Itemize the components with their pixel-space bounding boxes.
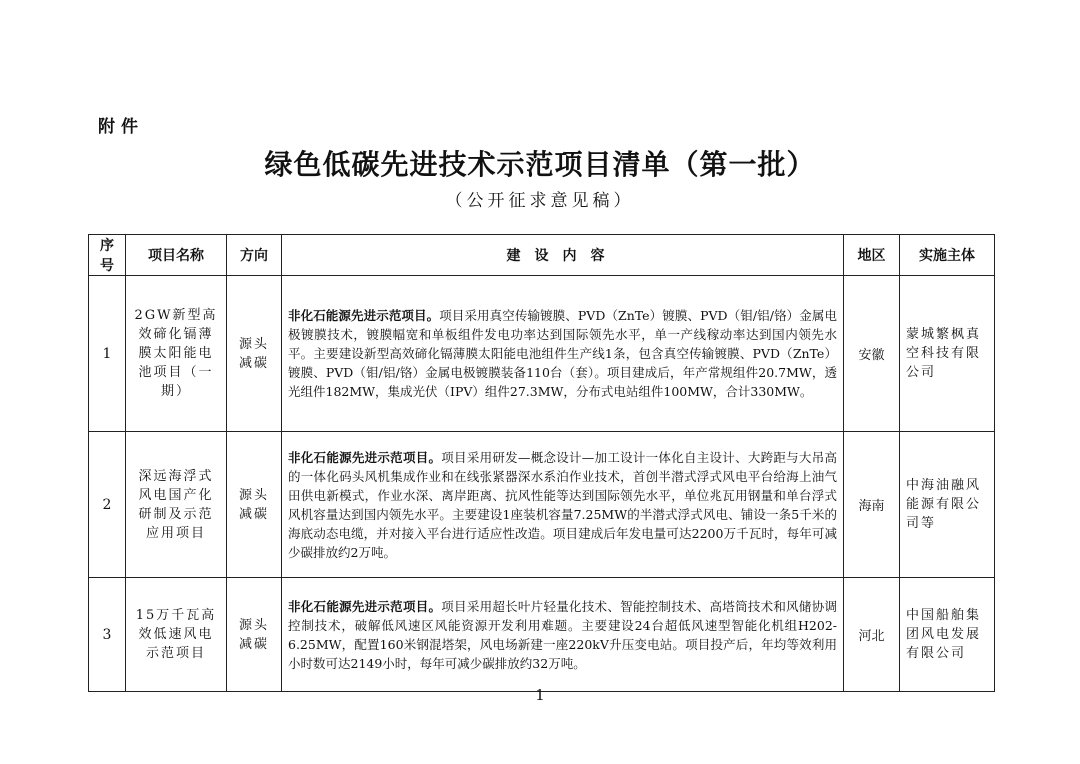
project-organization: 中海油融风能源有限公司等	[900, 432, 995, 578]
table-row	[89, 578, 995, 692]
content-body: 项目采用研发—概念设计—加工设计一体化自主设计、大跨距与大吊高的一体化码头风机集成作业和在线张紧器深水系泊作业技术，首创半潜式浮式风电平台给海上油气田供电新模式，作业水深、离岸距离、抗风性能等达到国际领先水平，单位兆瓦用钢量和单台浮式风机容量达到国内领先水平。主要建设1座装机容量7.25MW的半潜式浮式风电、铺设一条5千米的海底动态电缆，并对接入平台进行适应性改造。项目建成后年发电量可达2200万千瓦时，每年可减少碳排放约2万吨。	[288, 449, 837, 560]
table-row	[89, 432, 995, 578]
project-direction: 源头减碳	[227, 432, 282, 578]
project-region: 河北	[844, 578, 900, 692]
content-body: 项目采用真空传输镀膜、PVD（ZnTe）镀膜、PVD（钼/铝/铬）金属电极镀膜技术，镀膜幅宽和单板组件发电功率达到国际领先水平，单一产线稼动率达到国内领先水平。主要建设新型高效碲化镉薄膜太阳能电池组件生产线1条，包含真空传输镀膜、PVD（ZnTe）镀膜、PVD（钼/铝/铬）金属电极镀膜装备110台（套）。项目建成后，年产常规组件20.7MW，透光组件182MW，集成光伏（IPV）组件27.3MW，分布式电站组件100MW，合计330MW。	[288, 308, 837, 399]
table-header-row	[89, 235, 995, 276]
content-lead: 非化石能源先进示范项目。	[288, 598, 442, 614]
header-direction: 方向	[227, 235, 282, 276]
header-project-name: 项目名称	[126, 235, 227, 276]
header-index: 序号	[89, 235, 126, 276]
document-title: 绿色低碳先进技术示范项目清单（第一批）	[264, 148, 816, 181]
project-organization: 中国船舶集团风电发展有限公司	[900, 578, 995, 692]
project-list-table	[88, 234, 995, 692]
header-region: 地区	[844, 235, 900, 276]
row-index: 3	[89, 578, 126, 692]
content-lead: 非化石能源先进示范项目。	[288, 449, 442, 465]
project-name: 深远海浮式风电国产化研制及示范应用项目	[126, 432, 227, 578]
header-content: 建设内容	[282, 235, 844, 276]
project-direction: 源头减碳	[227, 276, 282, 432]
project-name: 2GW新型高效碲化镉薄膜太阳能电池项目（一期）	[126, 276, 227, 432]
project-region: 安徽	[844, 276, 900, 432]
header-organization: 实施主体	[900, 235, 995, 276]
project-direction: 源头减碳	[227, 578, 282, 692]
project-name: 15万千瓦高效低速风电示范项目	[126, 578, 227, 692]
project-content	[282, 276, 844, 432]
page-number: 1	[535, 686, 545, 704]
project-region: 海南	[844, 432, 900, 578]
content-lead: 非化石能源先进示范项目。	[288, 308, 440, 323]
table-row	[89, 276, 995, 432]
row-index: 2	[89, 432, 126, 578]
content-body: 项目采用超长叶片轻量化技术、智能控制技术、高塔筒技术和风储协调控制技术，破解低风速区风能资源开发利用难题。主要建设24台超低风速型智能化机组H202-6.25MW，配置160米钢混塔架，风电场新建一座220kV升压变电站。项目投产后，年均等效利用小时数可达2149小时，每年可减少碳排放约32万吨。	[288, 598, 837, 671]
project-organization: 蒙城繁枫真空科技有限公司	[900, 276, 995, 432]
document-subtitle: （公开征求意见稿）	[445, 191, 635, 211]
row-index: 1	[89, 276, 126, 432]
attachment-label: 附件	[98, 117, 144, 137]
project-content	[282, 578, 844, 692]
project-content	[282, 432, 844, 578]
